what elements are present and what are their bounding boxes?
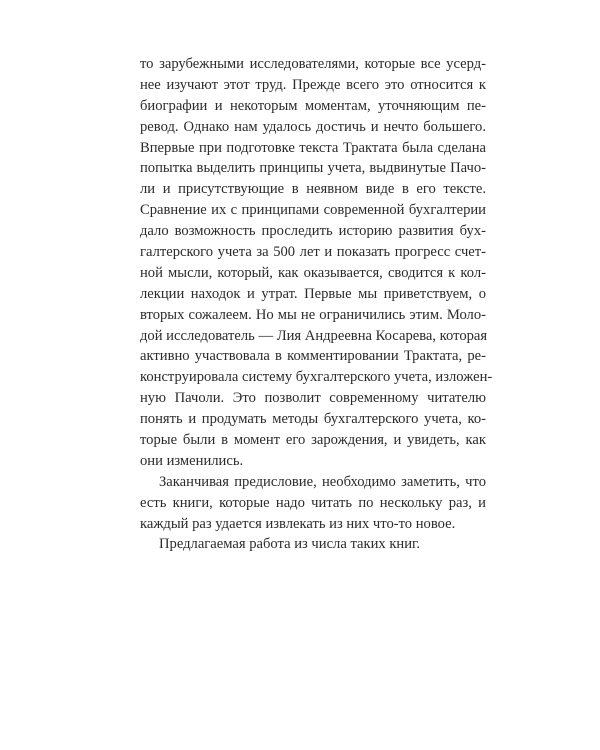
text-line: попытка выделить принципы учета, выдвинутые Пачо- (140, 160, 486, 177)
text-line: дой исследователь — Лия Андреевна Косарева, которая (140, 327, 488, 344)
paragraph (140, 54, 493, 472)
text-line: Предлагаемая работа из числа таких книг. (159, 536, 421, 553)
text-line: торые были в момент его зарождения, и увидеть, как (140, 432, 486, 449)
text-line: они изменились. (140, 452, 244, 469)
text-line: нее изучают этот труд. Прежде всего это относится к (140, 76, 486, 93)
text-line: конструировала систему бухгалтерского учета, изложен- (140, 369, 493, 386)
text-line: ной мысли, который, как оказывается, сводится к кол- (140, 264, 486, 281)
text-line: активно участвовала в комментировании Трактата, ре- (140, 348, 486, 365)
text-line: дало возможность проследить историю развития бух- (140, 223, 486, 240)
text-line: лекции находок и утрат. Первые мы приветствуем, о (140, 285, 486, 302)
text-line: ли и присутствующие в неявном виде в его тексте. (140, 181, 486, 198)
paragraph (140, 534, 486, 555)
text-line: есть книги, которые надо читать по нескольку раз, и (140, 494, 486, 511)
text-line: галтерского учета за 500 лет и показать прогресс счет- (140, 244, 486, 261)
text-line: каждый раз удается извлекать из них что-то новое. (140, 515, 456, 532)
text-line: Впервые при подготовке текста Трактата была сделана (140, 139, 486, 156)
body-text (140, 54, 493, 555)
text-line: ревод. Однако нам удалось достичь и нечто большего. (140, 118, 486, 135)
text-line: Заканчивая предисловие, необходимо заметить, что (159, 473, 486, 490)
paragraph (140, 472, 486, 535)
text-line: вторых сожалеем. Но мы не ограничились этим. Моло- (140, 306, 486, 323)
text-line: биографии и некоторым моментам, уточняющим пе- (140, 97, 486, 114)
text-line: понять и продумать методы бухгалтерского учета, ко- (140, 411, 486, 428)
text-line: то зарубежными исследователями, которые все усерд- (140, 56, 486, 72)
text-line: ную Пачоли. Это позволит современному читателю (140, 390, 486, 407)
text-line: Сравнение их с принципами современной бухгалтерии (140, 202, 486, 219)
